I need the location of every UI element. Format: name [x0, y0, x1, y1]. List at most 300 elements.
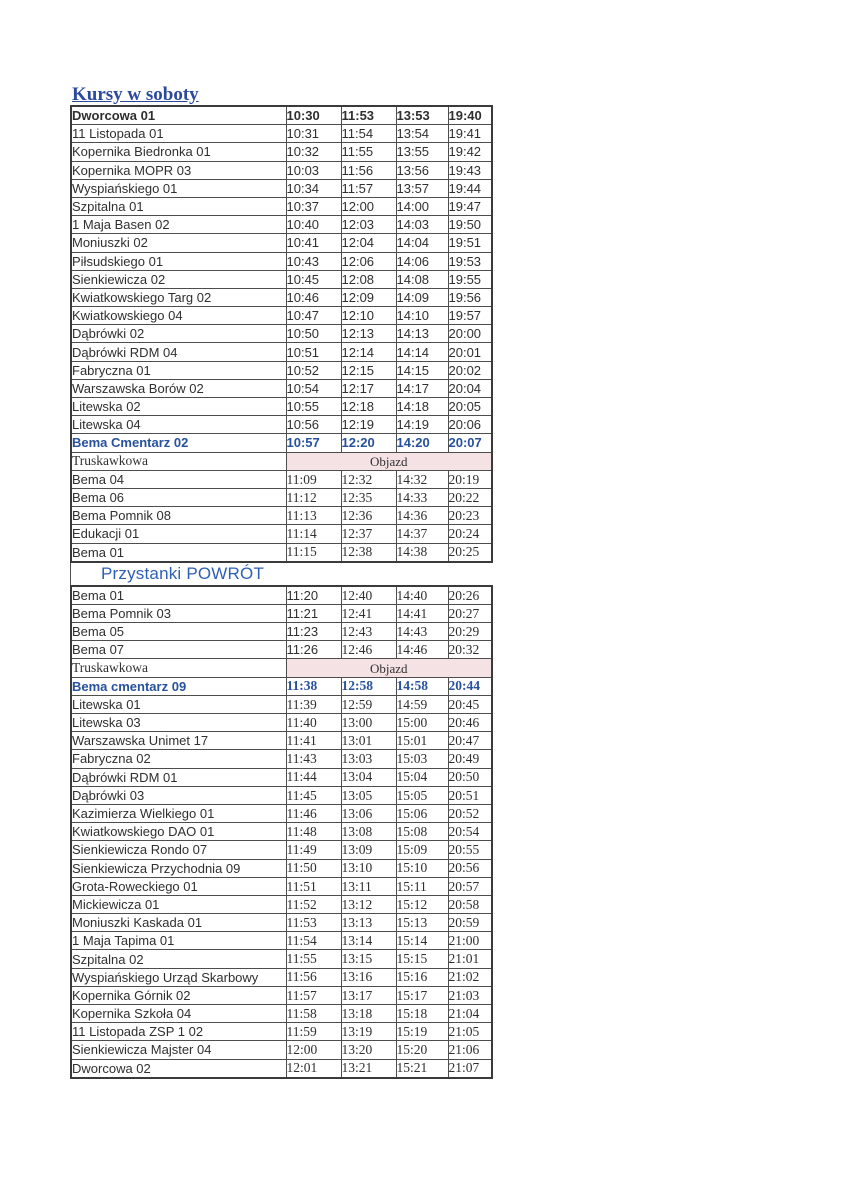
time-cell: 11:38: [286, 677, 341, 695]
time-cell: 10:43: [286, 252, 341, 270]
stop-name-cell: Kopernika MOPR 03: [71, 161, 286, 179]
time-cell: 13:01: [341, 732, 396, 750]
time-cell: 11:57: [286, 986, 341, 1004]
time-cell: 12:40: [341, 586, 396, 605]
time-cell: 14:18: [396, 398, 448, 416]
time-cell: 10:46: [286, 288, 341, 306]
time-cell: 20:54: [448, 823, 492, 841]
stop-name-cell: Litewska 02: [71, 398, 286, 416]
time-cell: 13:19: [341, 1023, 396, 1041]
time-cell: 20:01: [448, 343, 492, 361]
stop-row: [71, 197, 492, 215]
time-cell: 14:03: [396, 216, 448, 234]
time-cell: 11:46: [286, 804, 341, 822]
time-cell: 10:51: [286, 343, 341, 361]
time-cell: 19:51: [448, 234, 492, 252]
stop-name-cell: Warszawska Borów 02: [71, 379, 286, 397]
time-cell: 10:52: [286, 361, 341, 379]
time-cell: 20:47: [448, 732, 492, 750]
stop-name-cell: Szpitalna 02: [71, 950, 286, 968]
timetable-departures-body: [71, 106, 492, 562]
time-cell: 21:00: [448, 932, 492, 950]
time-cell: 19:42: [448, 143, 492, 161]
time-cell: 15:16: [396, 968, 448, 986]
stop-row: [71, 543, 492, 562]
time-cell: 15:21: [396, 1059, 448, 1078]
timetable-return-body: [71, 586, 492, 1078]
stop-name-cell: Bema Cmentarz 02: [71, 434, 286, 452]
time-cell: 12:38: [341, 543, 396, 562]
time-cell: 11:09: [286, 470, 341, 488]
time-cell: 20:44: [448, 677, 492, 695]
page-title: Kursy w soboty: [72, 84, 199, 105]
time-cell: 19:41: [448, 125, 492, 143]
stop-name-cell: Bema cmentarz 09: [71, 677, 286, 695]
time-cell: 11:12: [286, 488, 341, 506]
time-cell: 20:26: [448, 586, 492, 605]
time-cell: 14:58: [396, 677, 448, 695]
stop-name-cell: Bema 04: [71, 470, 286, 488]
stop-name-cell: Dworcowa 01: [71, 106, 286, 125]
stop-row: [71, 1059, 492, 1078]
time-cell: 12:35: [341, 488, 396, 506]
stop-name-cell: Kwiatkowskiego Targ 02: [71, 288, 286, 306]
time-cell: 14:14: [396, 343, 448, 361]
time-cell: 13:54: [396, 125, 448, 143]
time-cell: 10:45: [286, 270, 341, 288]
stop-name-cell: Kopernika Biedronka 01: [71, 143, 286, 161]
stop-name-cell: Dąbrówki 02: [71, 325, 286, 343]
stop-name-cell: Warszawska Unimet 17: [71, 732, 286, 750]
stop-row: [71, 106, 492, 125]
time-cell: 12:09: [341, 288, 396, 306]
time-cell: 13:09: [341, 841, 396, 859]
stop-name-cell: 11 Listopada 01: [71, 125, 286, 143]
time-cell: 11:26: [286, 641, 341, 659]
stop-row: [71, 1041, 492, 1059]
time-cell: 13:12: [341, 895, 396, 913]
time-cell: 14:10: [396, 307, 448, 325]
time-cell: 11:52: [286, 895, 341, 913]
time-cell: 11:50: [286, 859, 341, 877]
time-cell: 10:57: [286, 434, 341, 452]
time-cell: 14:00: [396, 197, 448, 215]
stop-name-cell: Litewska 01: [71, 695, 286, 713]
stop-row: [71, 932, 492, 950]
time-cell: 20:45: [448, 695, 492, 713]
time-cell: 11:44: [286, 768, 341, 786]
time-cell: 12:58: [341, 677, 396, 695]
stop-name-cell: Dąbrówki 03: [71, 786, 286, 804]
time-cell: 13:15: [341, 950, 396, 968]
time-cell: 14:13: [396, 325, 448, 343]
time-cell: 15:11: [396, 877, 448, 895]
time-cell: 20:04: [448, 379, 492, 397]
stop-name-cell: Kazimierza Wielkiego 01: [71, 804, 286, 822]
time-cell: 13:16: [341, 968, 396, 986]
stop-name-cell: Kopernika Szkoła 04: [71, 1005, 286, 1023]
time-cell: 13:20: [341, 1041, 396, 1059]
time-cell: 15:19: [396, 1023, 448, 1041]
time-cell: 20:02: [448, 361, 492, 379]
time-cell: 11:56: [341, 161, 396, 179]
time-cell: 14:04: [396, 234, 448, 252]
stop-name-cell: Fabryczna 02: [71, 750, 286, 768]
time-cell: 11:56: [286, 968, 341, 986]
stop-name-cell: Kwiatkowskiego DAO 01: [71, 823, 286, 841]
section-return-title: Przystanki POWRÓT: [101, 563, 265, 583]
stop-row: [71, 507, 492, 525]
stop-name-cell: Grota-Roweckiego 01: [71, 877, 286, 895]
time-cell: 20:00: [448, 325, 492, 343]
time-cell: 14:37: [396, 525, 448, 543]
time-cell: 12:19: [341, 416, 396, 434]
time-cell: 12:01: [286, 1059, 341, 1078]
time-cell: 11:20: [286, 586, 341, 605]
stop-name-cell: Szpitalna 01: [71, 197, 286, 215]
time-cell: 12:03: [341, 216, 396, 234]
stop-row: [71, 470, 492, 488]
time-cell: 12:00: [286, 1041, 341, 1059]
stop-row: [71, 768, 492, 786]
time-cell: 21:06: [448, 1041, 492, 1059]
time-cell: 21:03: [448, 986, 492, 1004]
stop-name-cell: Sienkiewicza 02: [71, 270, 286, 288]
stop-name-cell: Kopernika Górnik 02: [71, 986, 286, 1004]
time-cell: 11:41: [286, 732, 341, 750]
time-cell: 20:46: [448, 714, 492, 732]
time-cell: 19:57: [448, 307, 492, 325]
stop-name-cell: Bema 01: [71, 586, 286, 605]
time-cell: 13:03: [341, 750, 396, 768]
stop-name-cell: Dąbrówki RDM 01: [71, 768, 286, 786]
time-cell: 20:55: [448, 841, 492, 859]
stop-row: [71, 750, 492, 768]
detour-cell: Objazd: [286, 659, 492, 677]
time-cell: 20:56: [448, 859, 492, 877]
time-cell: 10:55: [286, 398, 341, 416]
time-cell: 14:36: [396, 507, 448, 525]
time-cell: 11:54: [341, 125, 396, 143]
time-cell: 10:56: [286, 416, 341, 434]
time-cell: 11:51: [286, 877, 341, 895]
time-cell: 15:01: [396, 732, 448, 750]
time-cell: 15:06: [396, 804, 448, 822]
stop-name-cell: Litewska 03: [71, 714, 286, 732]
time-cell: 15:00: [396, 714, 448, 732]
time-cell: 15:05: [396, 786, 448, 804]
time-cell: 11:21: [286, 604, 341, 622]
stop-row: [71, 859, 492, 877]
time-cell: 15:17: [396, 986, 448, 1004]
stop-row: [71, 786, 492, 804]
stop-name-cell: Dąbrówki RDM 04: [71, 343, 286, 361]
time-cell: 20:06: [448, 416, 492, 434]
stop-name-cell: Sienkiewicza Przychodnia 09: [71, 859, 286, 877]
stop-row: [71, 143, 492, 161]
stop-name-cell: 11 Listopada ZSP 1 02: [71, 1023, 286, 1041]
time-cell: 12:00: [341, 197, 396, 215]
stop-row: [71, 968, 492, 986]
time-cell: 15:13: [396, 914, 448, 932]
stop-row: [71, 452, 492, 470]
time-cell: 20:27: [448, 604, 492, 622]
time-cell: 11:53: [341, 106, 396, 125]
time-cell: 12:59: [341, 695, 396, 713]
time-cell: 15:15: [396, 950, 448, 968]
time-cell: 11:13: [286, 507, 341, 525]
time-cell: 12:46: [341, 641, 396, 659]
time-cell: 11:54: [286, 932, 341, 950]
stop-row: [71, 434, 492, 452]
time-cell: 20:49: [448, 750, 492, 768]
stop-row: [71, 161, 492, 179]
stop-name-cell: Wyspiańskiego 01: [71, 179, 286, 197]
time-cell: 20:59: [448, 914, 492, 932]
time-cell: 15:09: [396, 841, 448, 859]
time-cell: 10:47: [286, 307, 341, 325]
stop-row: [71, 416, 492, 434]
time-cell: 12:20: [341, 434, 396, 452]
time-cell: 14:19: [396, 416, 448, 434]
time-cell: 13:08: [341, 823, 396, 841]
stop-row: [71, 986, 492, 1004]
time-cell: 12:13: [341, 325, 396, 343]
time-cell: 20:22: [448, 488, 492, 506]
time-cell: 20:19: [448, 470, 492, 488]
stop-row: [71, 379, 492, 397]
time-cell: 10:40: [286, 216, 341, 234]
time-cell: 11:48: [286, 823, 341, 841]
stop-row: [71, 125, 492, 143]
time-cell: 13:53: [396, 106, 448, 125]
time-cell: 10:34: [286, 179, 341, 197]
time-cell: 14:15: [396, 361, 448, 379]
time-cell: 19:40: [448, 106, 492, 125]
time-cell: 19:50: [448, 216, 492, 234]
time-cell: 14:08: [396, 270, 448, 288]
time-cell: 10:54: [286, 379, 341, 397]
stop-name-cell: Edukacji 01: [71, 525, 286, 543]
stop-name-cell: Moniuszki 02: [71, 234, 286, 252]
time-cell: 11:43: [286, 750, 341, 768]
stop-row: [71, 895, 492, 913]
time-cell: 11:55: [286, 950, 341, 968]
time-cell: 21:01: [448, 950, 492, 968]
stop-row: [71, 623, 492, 641]
time-cell: 21:04: [448, 1005, 492, 1023]
stop-row: [71, 586, 492, 605]
stop-name-cell: Sienkiewicza Majster 04: [71, 1041, 286, 1059]
time-cell: 20:24: [448, 525, 492, 543]
section-return: [70, 563, 491, 585]
time-cell: 11:23: [286, 623, 341, 641]
time-cell: 21:07: [448, 1059, 492, 1078]
time-cell: 11:40: [286, 714, 341, 732]
stop-row: [71, 307, 492, 325]
stop-row: [71, 1005, 492, 1023]
time-cell: 15:12: [396, 895, 448, 913]
time-cell: 12:08: [341, 270, 396, 288]
time-cell: 20:58: [448, 895, 492, 913]
time-cell: 12:17: [341, 379, 396, 397]
time-cell: 20:57: [448, 877, 492, 895]
stop-name-cell: Dworcowa 02: [71, 1059, 286, 1078]
page: [70, 84, 491, 1079]
timetable-departures: [70, 105, 493, 563]
time-cell: 14:43: [396, 623, 448, 641]
time-cell: 21:05: [448, 1023, 492, 1041]
time-cell: 11:45: [286, 786, 341, 804]
time-cell: 13:10: [341, 859, 396, 877]
stop-name-cell: 1 Maja Tapima 01: [71, 932, 286, 950]
stop-name-cell: Bema 06: [71, 488, 286, 506]
time-cell: 14:20: [396, 434, 448, 452]
time-cell: 14:38: [396, 543, 448, 562]
time-cell: 10:50: [286, 325, 341, 343]
time-cell: 14:46: [396, 641, 448, 659]
time-cell: 12:43: [341, 623, 396, 641]
time-cell: 11:49: [286, 841, 341, 859]
stop-name-cell: Wyspiańskiego Urząd Skarbowy: [71, 968, 286, 986]
time-cell: 13:00: [341, 714, 396, 732]
time-cell: 10:41: [286, 234, 341, 252]
time-cell: 11:58: [286, 1005, 341, 1023]
stop-row: [71, 604, 492, 622]
stop-row: [71, 1023, 492, 1041]
stop-row: [71, 525, 492, 543]
time-cell: 15:18: [396, 1005, 448, 1023]
stop-row: [71, 343, 492, 361]
stop-row: [71, 641, 492, 659]
stop-name-cell: Moniuszki Kaskada 01: [71, 914, 286, 932]
time-cell: 10:30: [286, 106, 341, 125]
time-cell: 14:33: [396, 488, 448, 506]
time-cell: 15:20: [396, 1041, 448, 1059]
stop-name-cell: Truskawkowa: [71, 452, 286, 470]
time-cell: 20:50: [448, 768, 492, 786]
time-cell: 11:59: [286, 1023, 341, 1041]
time-cell: 15:03: [396, 750, 448, 768]
time-cell: 14:06: [396, 252, 448, 270]
time-cell: 14:40: [396, 586, 448, 605]
time-cell: 15:10: [396, 859, 448, 877]
stop-name-cell: Mickiewicza 01: [71, 895, 286, 913]
time-cell: 21:02: [448, 968, 492, 986]
stop-name-cell: Bema 07: [71, 641, 286, 659]
stop-row: [71, 216, 492, 234]
time-cell: 14:59: [396, 695, 448, 713]
time-cell: 19:44: [448, 179, 492, 197]
time-cell: 12:06: [341, 252, 396, 270]
time-cell: 13:55: [396, 143, 448, 161]
stop-row: [71, 288, 492, 306]
time-cell: 20:29: [448, 623, 492, 641]
time-cell: 13:21: [341, 1059, 396, 1078]
stop-row: [71, 877, 492, 895]
time-cell: 14:32: [396, 470, 448, 488]
time-cell: 11:39: [286, 695, 341, 713]
time-cell: 13:04: [341, 768, 396, 786]
time-cell: 13:05: [341, 786, 396, 804]
stop-row: [71, 488, 492, 506]
stop-row: [71, 659, 492, 677]
time-cell: 12:32: [341, 470, 396, 488]
stop-row: [71, 234, 492, 252]
time-cell: 14:09: [396, 288, 448, 306]
stop-name-cell: Bema 01: [71, 543, 286, 562]
time-cell: 12:41: [341, 604, 396, 622]
time-cell: 15:14: [396, 932, 448, 950]
time-cell: 10:03: [286, 161, 341, 179]
stop-name-cell: Kwiatkowskiego 04: [71, 307, 286, 325]
stop-row: [71, 361, 492, 379]
time-cell: 11:55: [341, 143, 396, 161]
time-cell: 20:07: [448, 434, 492, 452]
stop-name-cell: 1 Maja Basen 02: [71, 216, 286, 234]
time-cell: 13:11: [341, 877, 396, 895]
time-cell: 11:15: [286, 543, 341, 562]
time-cell: 12:04: [341, 234, 396, 252]
stop-row: [71, 950, 492, 968]
time-cell: 20:32: [448, 641, 492, 659]
stop-row: [71, 914, 492, 932]
time-cell: 20:51: [448, 786, 492, 804]
time-cell: 12:14: [341, 343, 396, 361]
time-cell: 12:37: [341, 525, 396, 543]
stop-row: [71, 677, 492, 695]
stop-name-cell: Truskawkowa: [71, 659, 286, 677]
time-cell: 11:57: [341, 179, 396, 197]
stop-row: [71, 325, 492, 343]
time-cell: 19:43: [448, 161, 492, 179]
time-cell: 13:56: [396, 161, 448, 179]
time-cell: 19:56: [448, 288, 492, 306]
time-cell: 12:15: [341, 361, 396, 379]
timetable-return: [70, 585, 493, 1079]
time-cell: 13:57: [396, 179, 448, 197]
stop-row: [71, 252, 492, 270]
stop-name-cell: Bema Pomnik 08: [71, 507, 286, 525]
time-cell: 15:08: [396, 823, 448, 841]
time-cell: 13:17: [341, 986, 396, 1004]
time-cell: 13:18: [341, 1005, 396, 1023]
stop-row: [71, 398, 492, 416]
stop-row: [71, 714, 492, 732]
time-cell: 19:55: [448, 270, 492, 288]
stop-row: [71, 804, 492, 822]
stop-row: [71, 270, 492, 288]
stop-row: [71, 695, 492, 713]
time-cell: 13:14: [341, 932, 396, 950]
stop-name-cell: Fabryczna 01: [71, 361, 286, 379]
time-cell: 19:47: [448, 197, 492, 215]
time-cell: 20:25: [448, 543, 492, 562]
stop-row: [71, 823, 492, 841]
time-cell: 10:32: [286, 143, 341, 161]
stop-row: [71, 841, 492, 859]
time-cell: 14:41: [396, 604, 448, 622]
time-cell: 12:36: [341, 507, 396, 525]
time-cell: 13:13: [341, 914, 396, 932]
time-cell: 20:52: [448, 804, 492, 822]
time-cell: 10:31: [286, 125, 341, 143]
stop-name-cell: Litewska 04: [71, 416, 286, 434]
time-cell: 11:14: [286, 525, 341, 543]
time-cell: 12:10: [341, 307, 396, 325]
time-cell: 10:37: [286, 197, 341, 215]
time-cell: 12:18: [341, 398, 396, 416]
